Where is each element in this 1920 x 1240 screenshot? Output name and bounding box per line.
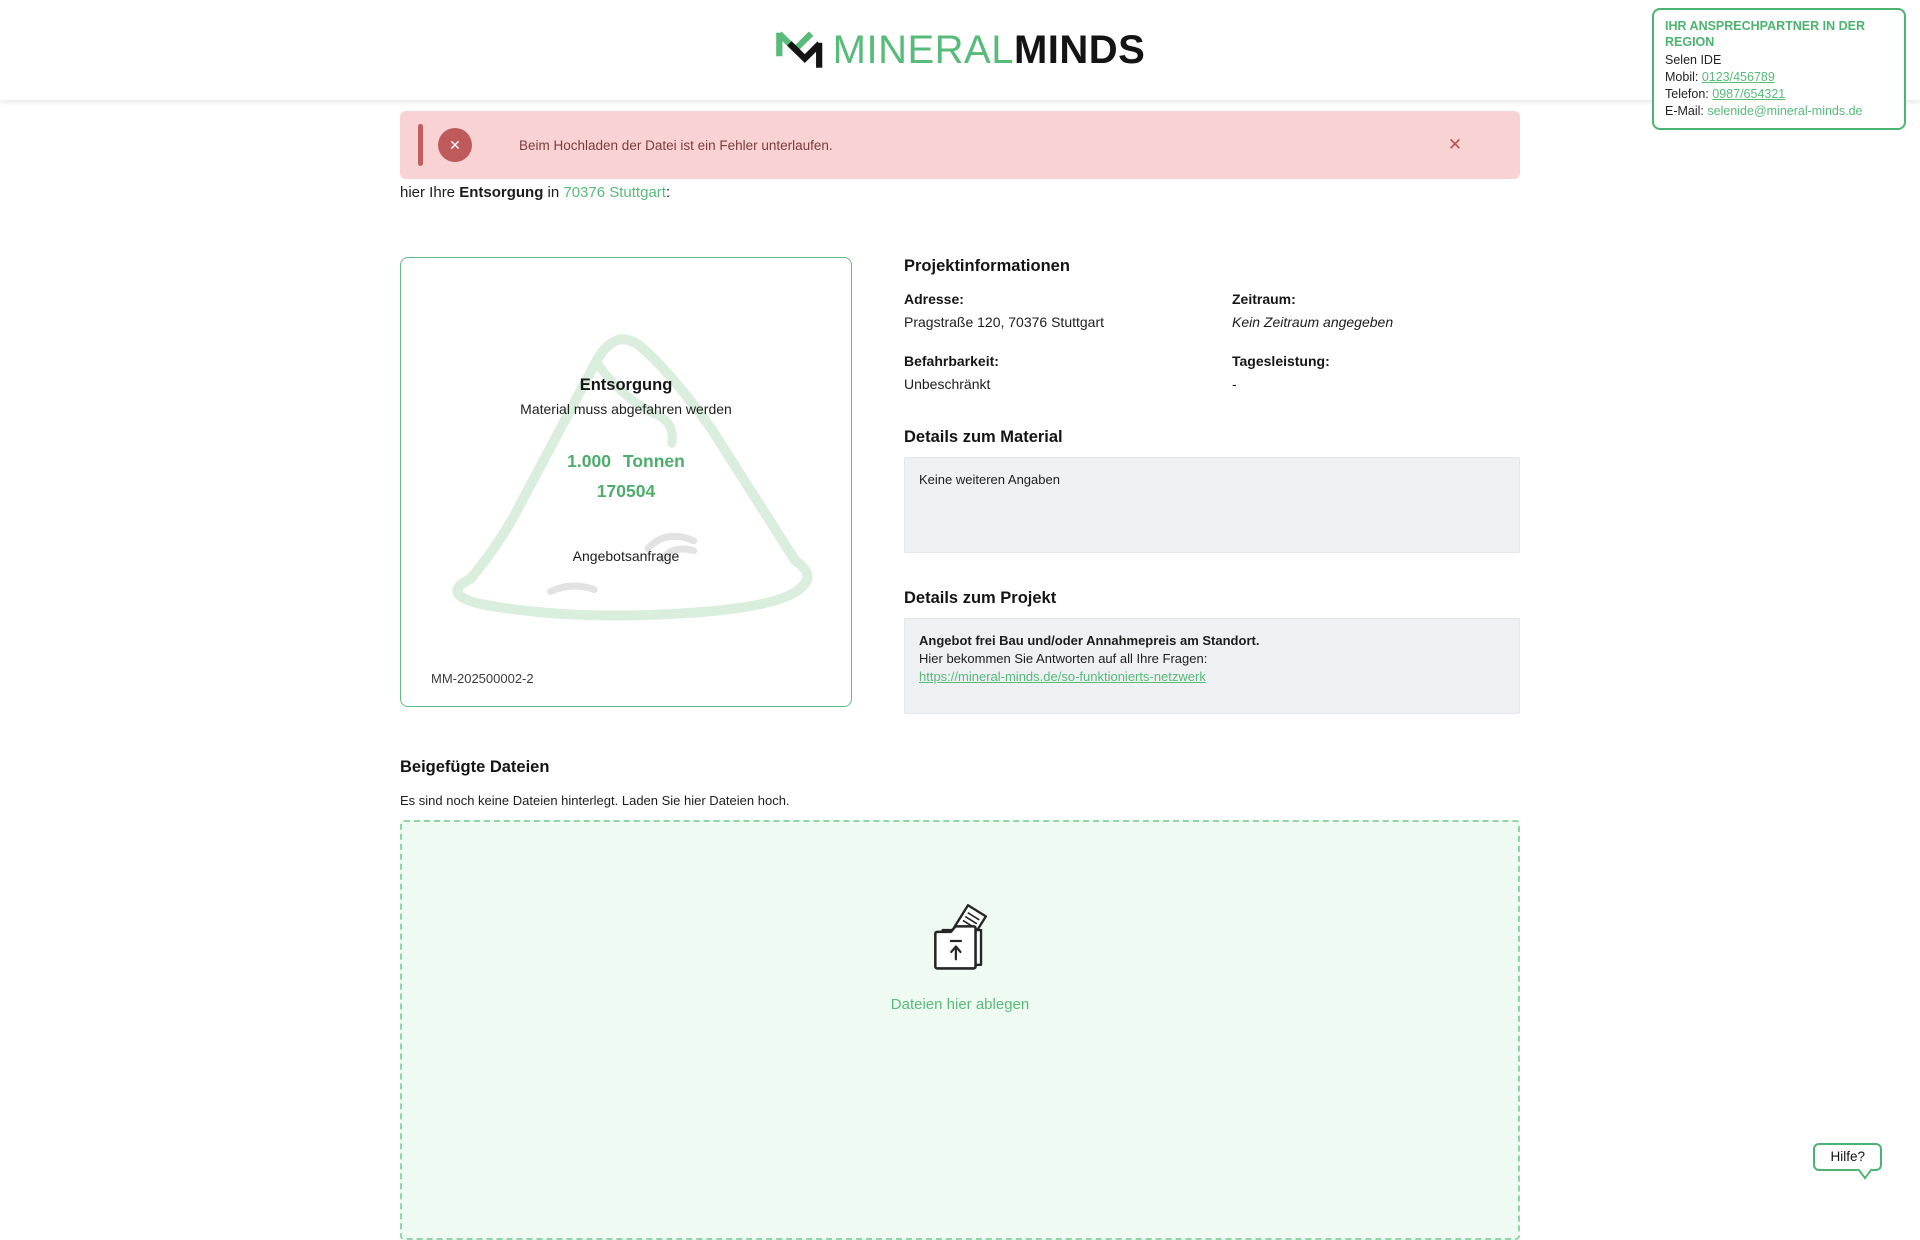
brand-logo[interactable]: [775, 28, 1146, 73]
upload-error-alert: [400, 111, 1520, 179]
location-link[interactable]: 70376 Stuttgart: [563, 184, 666, 201]
material-details-box: [904, 457, 1520, 553]
field-value: Pragstraße 120, 70376 Stuttgart: [904, 314, 1105, 330]
project-status: Angebotsanfrage: [572, 548, 680, 564]
field-adresse: [904, 291, 1192, 330]
waste-code: 170504: [596, 481, 656, 501]
contact-card-title: IHR ANSPRECHPARTNER IN DER REGION: [1665, 19, 1866, 49]
project-amount: 1.000: [567, 451, 611, 471]
project-subtitle: Material muss abgefahren werden: [520, 401, 732, 417]
contact-email-line: [1665, 103, 1893, 119]
contact-phone-label: Telefon:: [1665, 87, 1713, 101]
field-befahrbarkeit: [904, 353, 1192, 392]
contact-email-link[interactable]: selenide@mineral-minds.de: [1707, 104, 1863, 118]
brand-name: [833, 28, 1146, 73]
file-dropzone[interactable]: [400, 820, 1520, 1240]
contact-name: Selen IDE: [1665, 53, 1722, 67]
project-details-box: [904, 618, 1520, 714]
attachments-empty-text: Es sind noch keine Dateien hinterlegt. Laden Sie hier Dateien hoch.: [400, 793, 790, 808]
folder-upload-icon: [928, 908, 992, 974]
project-info-grid: [904, 291, 1520, 392]
mineralminds-m-icon: [775, 28, 823, 72]
field-label: Adresse:: [904, 291, 964, 307]
alert-message: Beim Hochladen der Datei ist ein Fehler unterlaufen.: [519, 137, 833, 153]
project-reference: MM-202500002-2: [431, 671, 534, 686]
intro-prefix: hier Ihre: [400, 184, 460, 201]
intro-highlight: Entsorgung: [459, 184, 544, 201]
regional-contact-card: [1652, 8, 1906, 130]
alert-close-button[interactable]: ✕: [1442, 132, 1468, 158]
project-card-content: [401, 258, 851, 564]
project-amount-row: [401, 451, 851, 472]
field-value: Kein Zeitraum angegeben: [1232, 314, 1394, 330]
project-summary-card: [400, 257, 852, 707]
brand-name-green: MINERAL: [832, 27, 1014, 72]
material-details-title: Details zum Material: [904, 428, 1063, 446]
contact-mobile-label: Mobil:: [1665, 70, 1702, 84]
material-details-content: Keine weiteren Angaben: [919, 472, 1060, 487]
project-type: Entsorgung: [579, 376, 673, 394]
field-value: -: [1232, 376, 1237, 392]
project-info-title: Projektinformationen: [904, 257, 1070, 275]
project-details-line2: Hier bekommen Sie Antworten auf all Ihre Fragen:: [919, 651, 1208, 667]
contact-phone-link[interactable]: 0987/654321: [1712, 87, 1786, 101]
brand-name-dark: MINDS: [1013, 27, 1146, 72]
project-details-line1: Angebot frei Bau und/oder Annahmepreis am Standort.: [919, 633, 1260, 648]
intro-suffix: :: [665, 184, 671, 201]
field-label: Tagesleistung:: [1232, 353, 1330, 369]
field-label: Zeitraum:: [1232, 291, 1296, 307]
contact-phone-line: [1665, 86, 1893, 102]
attachments-title: Beigefügte Dateien: [400, 758, 550, 776]
error-circle-icon: ✕: [438, 128, 472, 162]
intro-line: [400, 184, 1520, 201]
field-value: Unbeschränkt: [904, 376, 991, 392]
help-button[interactable]: Hilfe?: [1813, 1143, 1882, 1171]
field-label: Befahrbarkeit:: [904, 353, 999, 369]
project-info-column: [904, 257, 1520, 714]
project-details-link[interactable]: https://mineral-minds.de/so-funktionierts-netzwerk: [919, 669, 1206, 685]
dropzone-label: Dateien hier ablegen: [890, 996, 1030, 1013]
main-content: [400, 100, 1520, 1240]
alert-accent-bar: [418, 124, 423, 166]
field-tagesleistung: [1232, 353, 1520, 392]
field-zeitraum: [1232, 291, 1520, 330]
project-details-title: Details zum Projekt: [904, 589, 1057, 607]
attachments-section: [400, 758, 1520, 1240]
contact-mobile-link[interactable]: 0123/456789: [1701, 70, 1775, 84]
project-unit: Tonnen: [622, 451, 685, 471]
app-header: [0, 0, 1920, 118]
contact-email-label: E-Mail:: [1665, 104, 1708, 118]
intro-middle: in: [543, 184, 564, 201]
contact-mobile-line: [1665, 69, 1893, 85]
